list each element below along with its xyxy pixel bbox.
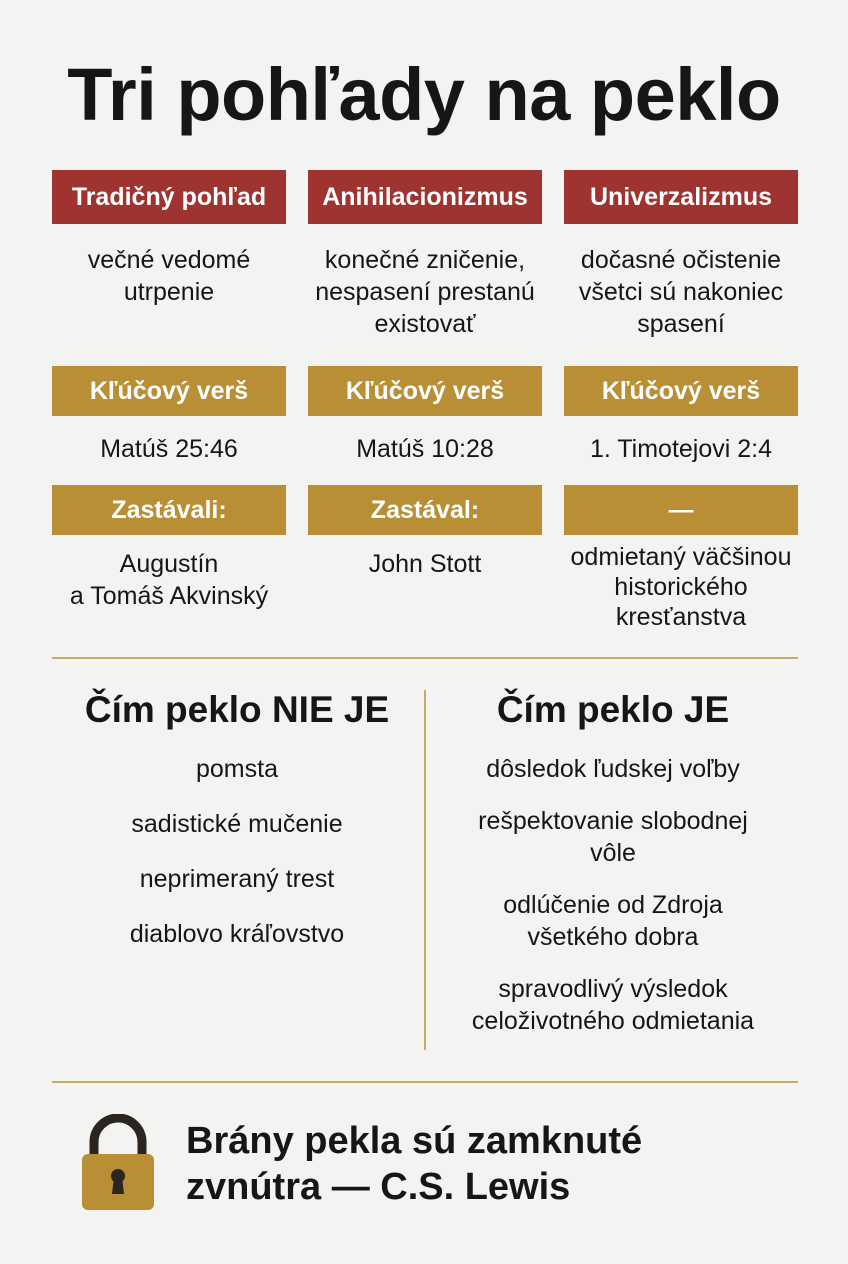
holders-label: Zastával: [308,485,542,535]
is-item-line: dôsledok ľudskej voľby [486,755,740,783]
view-description-line: všetci sú nakoniec [578,278,784,306]
view-description-line: dočasné očistenie [580,246,782,274]
padlock-icon [80,1114,156,1212]
view-description-line: utrpenie [123,278,215,306]
is-section [428,685,798,1057]
verse-label: Kľúčový verš [564,366,798,416]
view-description-line: nespasení prestanú [315,278,535,306]
divider-top [52,657,798,659]
views-grid [52,170,798,640]
holders [298,548,552,580]
verse-label: Kľúčový verš [52,366,286,416]
holders-label: Zastávali: [52,485,286,535]
is-not-heading: Čím peklo NIE JE [84,689,390,730]
holders-line: odmietaný väčšinou [570,543,792,571]
verse-label: Kľúčový verš [308,366,542,416]
view-description-line: existovať [374,310,476,338]
holders-line: kresťanstva [615,603,747,631]
is-heading: Čím peklo JE [496,689,730,730]
key-verse: Matúš 10:28 [356,435,494,463]
quote [186,1118,806,1210]
is-not-item: diablovo kráľovstvo [129,920,345,948]
is-item-line: vôle [590,839,636,867]
view-column-annihilationism [308,170,542,640]
holders [42,548,296,612]
is-item [428,973,798,1037]
holders [554,542,808,632]
view-description [42,244,296,308]
key-verse: 1. Timotejovi 2:4 [589,435,773,463]
is-item [428,889,798,953]
view-header: Univerzalizmus [564,170,798,224]
view-column-traditional [52,170,286,640]
is-item-line: celoživotného odmietania [471,1007,755,1035]
holders-line: historického [614,573,748,601]
holders-line: Augustín [119,550,219,578]
is-not-item: neprimeraný trest [139,865,335,893]
is-not-section [52,685,422,973]
view-header: Anihilacionizmus [308,170,542,224]
is-item-line: odlúčenie od Zdroja [503,891,723,919]
view-description [554,244,808,340]
is-item [428,805,798,869]
view-column-universalism [564,170,798,640]
view-description [298,244,552,340]
quote-line: zvnútra — C.S. Lewis [186,1166,571,1208]
view-description-line: spasení [637,310,725,338]
divider-vertical [424,690,426,1050]
holders-label: — [564,485,798,535]
view-header: Tradičný pohľad [52,170,286,224]
quote-line: Brány pekla sú zamknuté [186,1120,643,1162]
is-item [428,753,798,785]
holders-line: John Stott [368,550,482,578]
view-description-line: večné vedomé [87,246,251,274]
holders-line: a Tomáš Akvinský [69,582,269,610]
is-not-item: sadistické mučenie [131,810,343,838]
key-verse: Matúš 25:46 [100,435,238,463]
is-item-line: spravodlivý výsledok [498,975,728,1003]
view-description-line: konečné zničenie, [324,246,526,274]
is-item-line: rešpektovanie slobodnej [478,807,748,835]
is-not-item: pomsta [196,755,278,783]
is-item-line: všetkého dobra [527,923,699,951]
page-title: Tri pohľady na peklo [67,53,781,136]
divider-bottom [52,1081,798,1083]
